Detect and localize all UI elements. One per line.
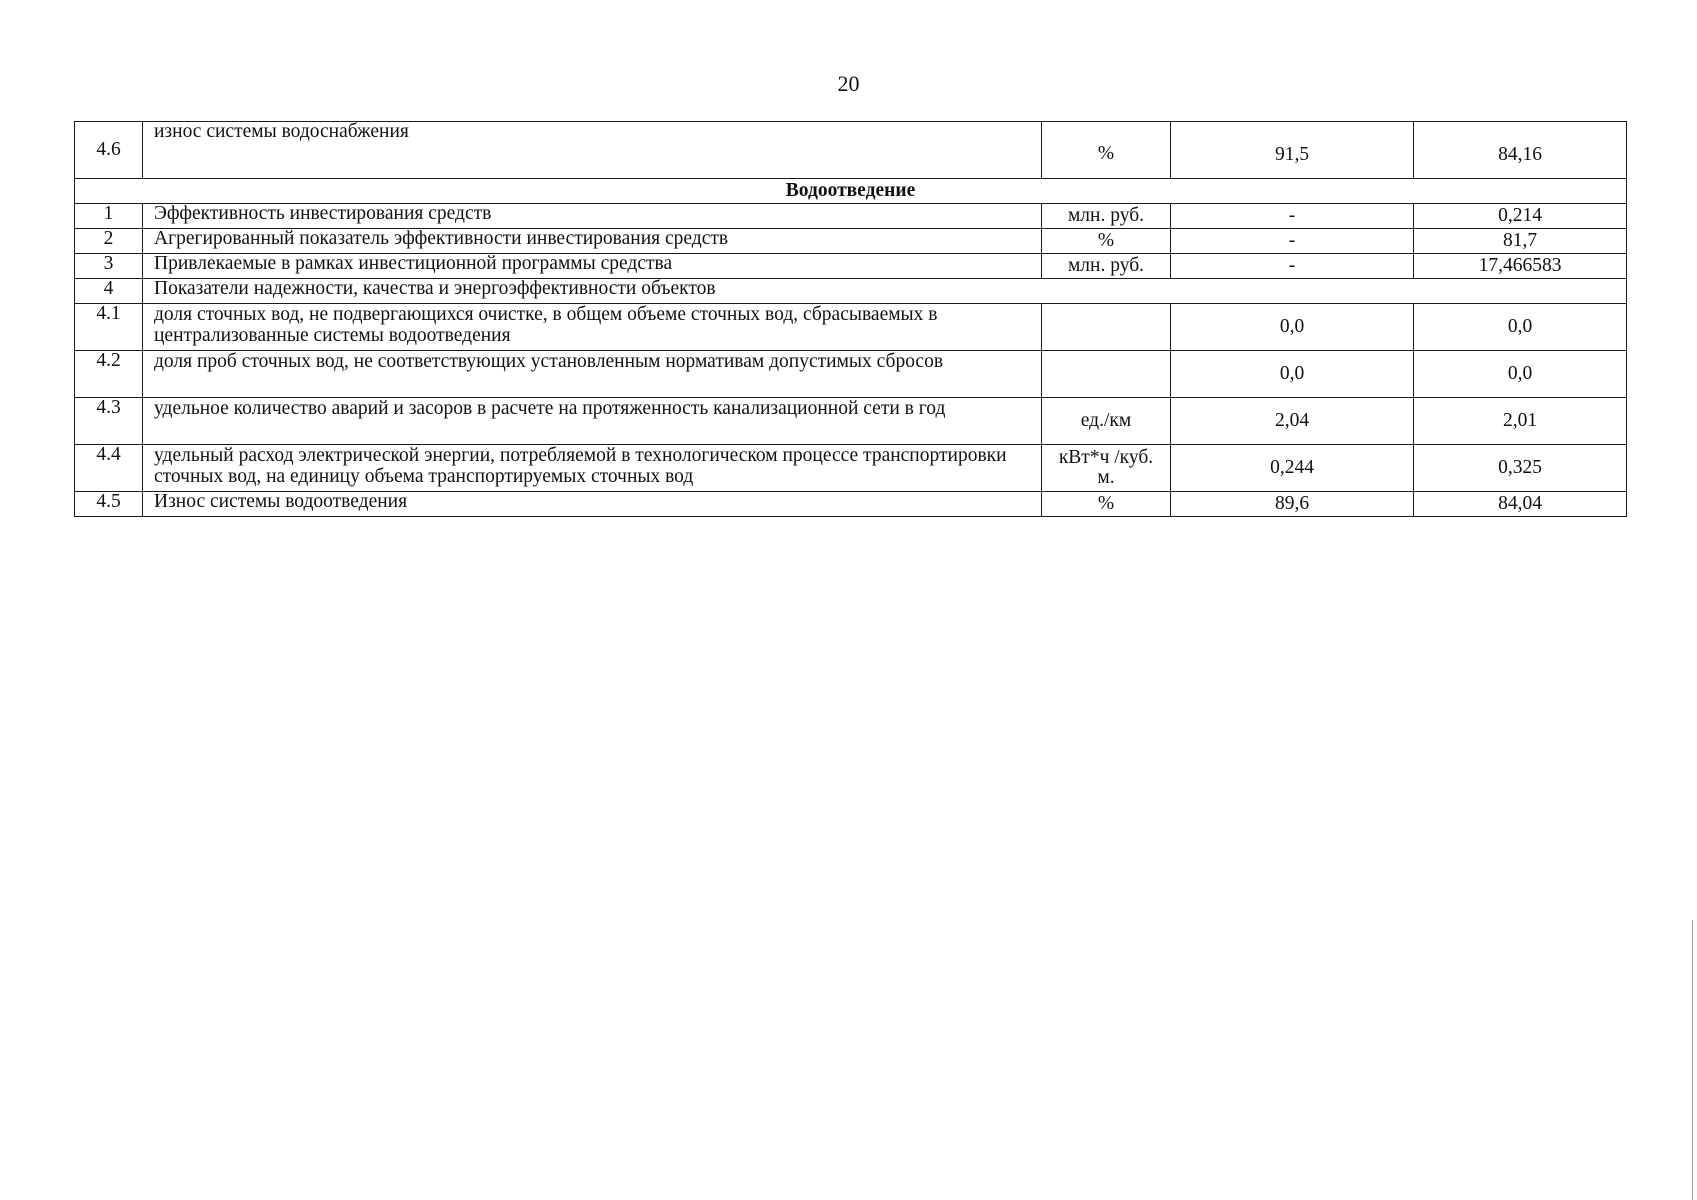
unit-cell — [1042, 304, 1171, 351]
table-row — [75, 351, 1627, 398]
value-cell-2: 84,04 — [1414, 492, 1627, 517]
table-row — [75, 398, 1627, 445]
value-cell-2: 84,16 — [1414, 122, 1627, 179]
value-cell-2: 17,466583 — [1414, 254, 1627, 279]
row-number: 1 — [75, 204, 143, 229]
table-row — [75, 229, 1627, 254]
table-row — [75, 279, 1627, 304]
value-cell-2: 0,214 — [1414, 204, 1627, 229]
row-number: 2 — [75, 229, 143, 254]
indicators-table — [74, 121, 1627, 517]
unit-cell — [1042, 351, 1171, 398]
value-cell-1: - — [1171, 229, 1414, 254]
indicator-name: Агрегированный показатель эффективности инвестирования средств — [143, 229, 1042, 254]
unit-cell: млн. руб. — [1042, 204, 1171, 229]
table-row — [75, 122, 1627, 179]
table-row — [75, 492, 1627, 517]
value-cell-2: 0,0 — [1414, 351, 1627, 398]
indicator-name: Привлекаемые в рамках инвестиционной программы средства — [143, 254, 1042, 279]
row-number: 4.2 — [75, 351, 143, 398]
row-number: 4 — [75, 279, 143, 304]
section-row — [75, 179, 1627, 204]
value-cell-1: 89,6 — [1171, 492, 1414, 517]
value-cell-2: 0,0 — [1414, 304, 1627, 351]
page-number: 20 — [837, 71, 860, 96]
value-cell-2: 0,325 — [1414, 445, 1627, 492]
table-row — [75, 254, 1627, 279]
table-row — [75, 445, 1627, 492]
table-row — [75, 304, 1627, 351]
value-cell-2: 81,7 — [1414, 229, 1627, 254]
unit-cell: % — [1042, 492, 1171, 517]
table-row — [75, 204, 1627, 229]
section-title: Водоотведение — [75, 179, 1627, 204]
indicator-name: Износ системы водоотведения — [143, 492, 1042, 517]
value-cell-2: 2,01 — [1414, 398, 1627, 445]
row-number: 4.6 — [75, 122, 143, 179]
indicator-name: доля сточных вод, не подвергающихся очистке, в общем объеме сточных вод, сбрасываемых в централизованные системы водоотведения — [143, 304, 1042, 351]
unit-cell: кВт*ч /куб. м. — [1042, 445, 1171, 492]
row-number: 4.4 — [75, 445, 143, 492]
row-number: 4.1 — [75, 304, 143, 351]
value-cell-1: 0,0 — [1171, 351, 1414, 398]
value-cell-1: 2,04 — [1171, 398, 1414, 445]
group-heading: Показатели надежности, качества и энергоэффективности объектов — [143, 279, 1627, 304]
value-cell-1: 91,5 — [1171, 122, 1414, 179]
indicator-name: износ системы водоснабжения — [143, 122, 1042, 179]
unit-cell: млн. руб. — [1042, 254, 1171, 279]
unit-cell: % — [1042, 122, 1171, 179]
value-cell-1: 0,244 — [1171, 445, 1414, 492]
scan-edge-line — [1692, 920, 1693, 1200]
indicator-name: доля проб сточных вод, не соответствующих установленным нормативам допустимых сбросов — [143, 351, 1042, 398]
indicator-name: удельный расход электрической энергии, потребляемой в технологическом процессе транспортировки сточных вод, на единицу объема транспортируемых сточных вод — [143, 445, 1042, 492]
unit-cell: ед./км — [1042, 398, 1171, 445]
value-cell-1: 0,0 — [1171, 304, 1414, 351]
indicator-name: Эффективность инвестирования средств — [143, 204, 1042, 229]
unit-cell: % — [1042, 229, 1171, 254]
row-number: 3 — [75, 254, 143, 279]
row-number: 4.3 — [75, 398, 143, 445]
row-number: 4.5 — [75, 492, 143, 517]
value-cell-1: - — [1171, 254, 1414, 279]
indicator-name: удельное количество аварий и засоров в расчете на протяженность канализационной сети в год — [143, 398, 1042, 445]
value-cell-1: - — [1171, 204, 1414, 229]
